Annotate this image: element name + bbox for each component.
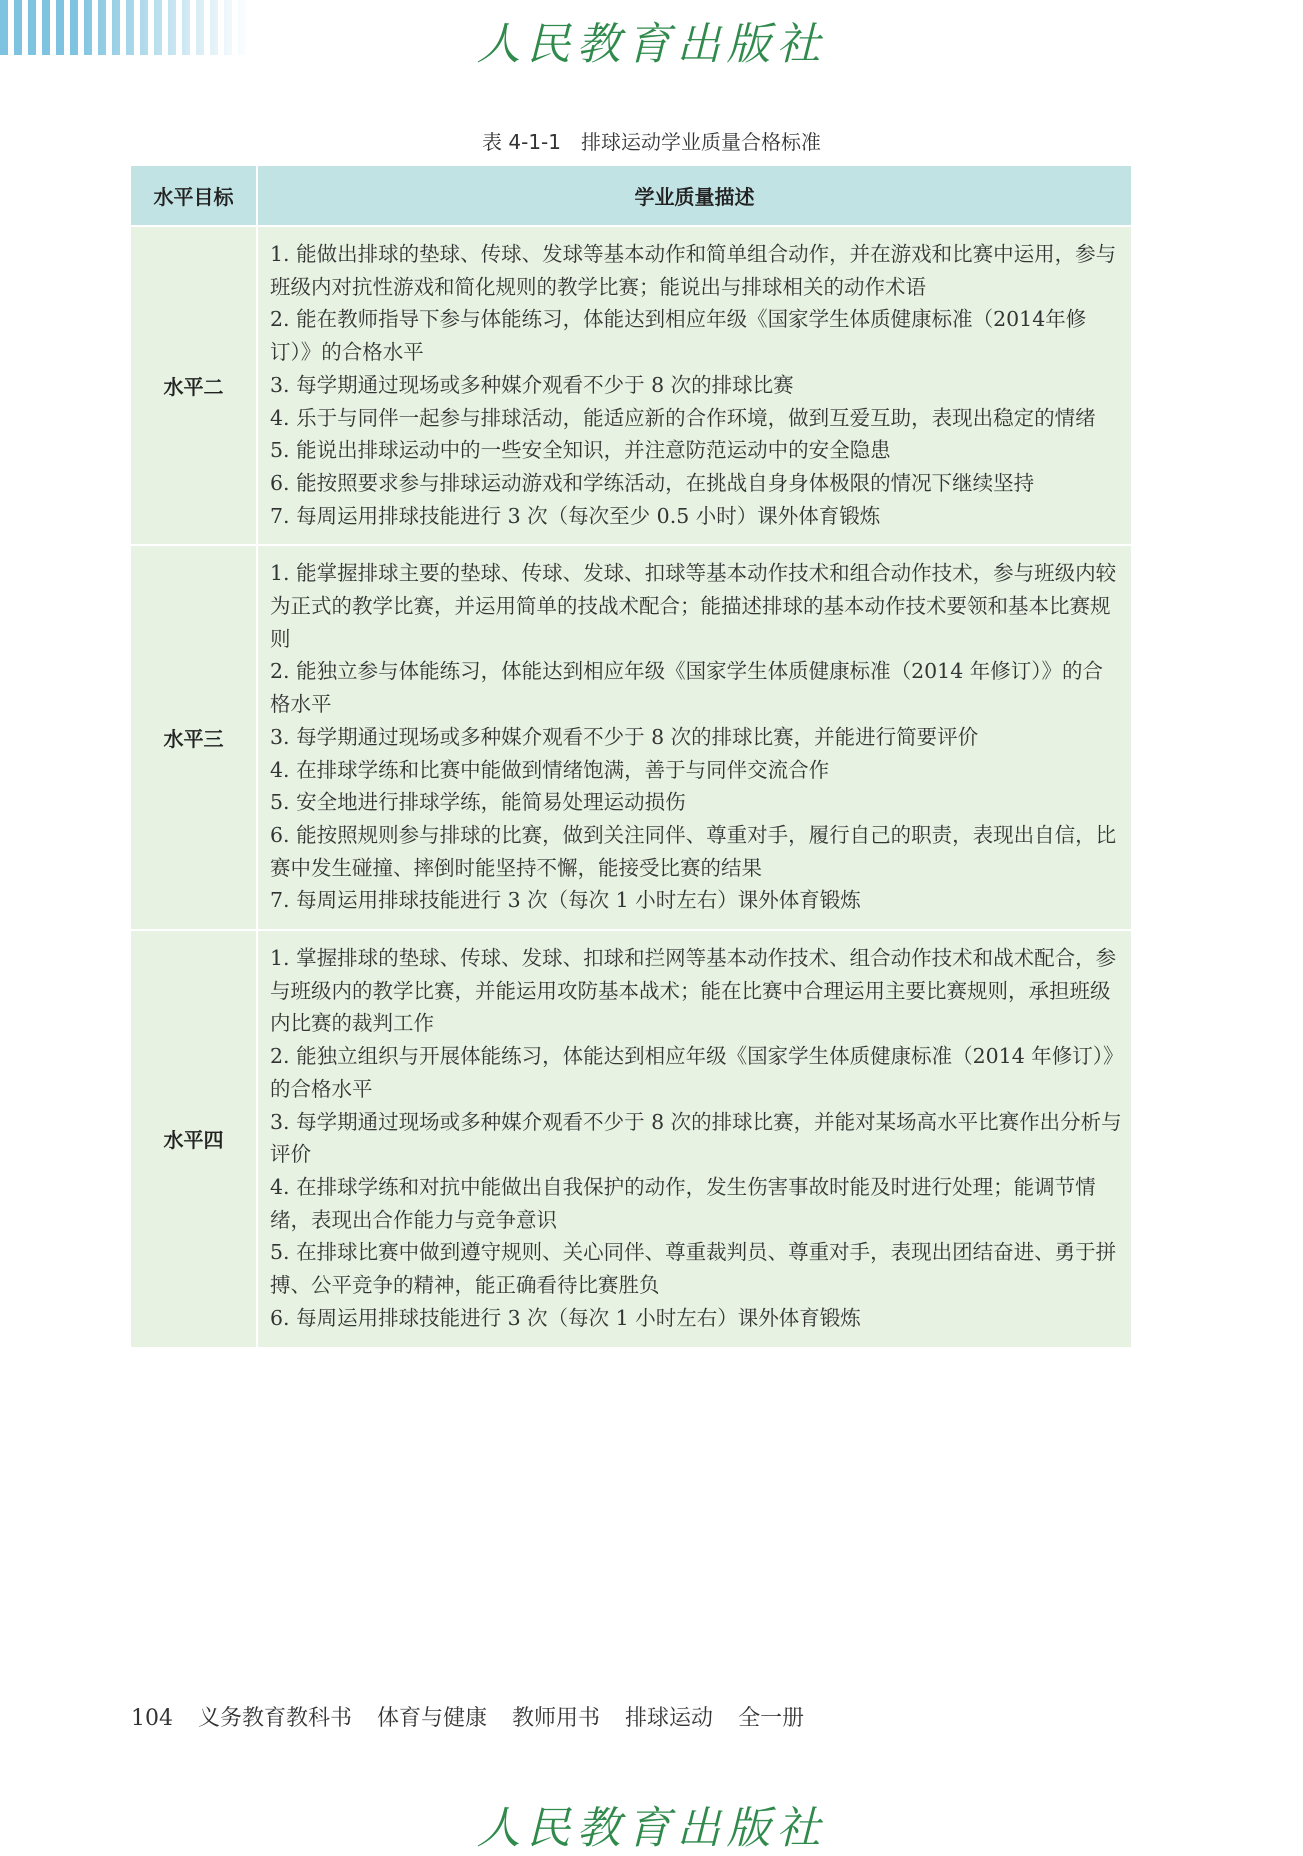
description-item: 2. 能在教师指导下参与体能练习，体能达到相应年级《国家学生体质健康标准（2014年修订）》的合格水平: [270, 307, 1087, 365]
publisher-logo: 人民教育出版社: [476, 19, 827, 70]
quality-standard-table: [131, 166, 1133, 1349]
description-item: 7. 每周运用排球技能进行 3 次（每次 1 小时左右）课外体育锻炼: [270, 888, 861, 913]
level-cell: 水平二: [131, 226, 257, 545]
table-row: [131, 226, 1132, 545]
description-item: 2. 能独立参与体能练习，体能达到相应年级《国家学生体质健康标准（2014 年修订）》的合格水平: [270, 659, 1104, 717]
publisher-logo: 人民教育出版社: [476, 1803, 827, 1854]
description-item: 1. 掌握排球的垫球、传球、发球、扣球和拦网等基本动作技术、组合动作技术和战术配合，参与班级内的教学比赛，并能运用攻防基本战术；能在比赛中合理运用主要比赛规则，承担班级内比赛的裁判工作: [270, 946, 1117, 1036]
description-item: 5. 能说出排球运动中的一些安全知识，并注意防范运动中的安全隐患: [270, 438, 891, 463]
description-item: 6. 能按照要求参与排球运动游戏和学练活动，在挑战自身身体极限的情况下继续坚持: [270, 470, 1035, 495]
footer-book-type: 教师用书: [512, 1706, 601, 1731]
description-item: 6. 每周运用排球技能进行 3 次（每次 1 小时左右）课外体育锻炼: [270, 1305, 861, 1330]
footer-volume: 全一册: [738, 1706, 805, 1731]
description-item: 3. 每学期通过现场或多种媒介观看不少于 8 次的排球比赛: [270, 372, 794, 397]
footer-series: 义务教育教科书: [198, 1706, 353, 1731]
description-item: 5. 安全地进行排球学练，能简易处理运动损伤: [270, 790, 686, 815]
description-item: 6. 能按照规则参与排球的比赛，做到关注同伴、尊重对手，履行自己的职责，表现出自信，比赛中发生碰撞、摔倒时能坚持不懈，能接受比赛的结果: [270, 822, 1117, 880]
table-caption: 表 4-1-1 排球运动学业质量合格标准: [482, 130, 821, 154]
description-item: 3. 每学期通过现场或多种媒介观看不少于 8 次的排球比赛，并能对某场高水平比赛作出分析与评价: [270, 1109, 1122, 1167]
column-header-level: 水平目标: [131, 166, 257, 226]
description-item: 1. 能做出排球的垫球、传球、发球等基本动作和简单组合动作，并在游戏和比赛中运用，参与班级内对抗性游戏和简化规则的教学比赛；能说出与排球相关的动作术语: [270, 242, 1117, 299]
description-item: 4. 在排球学练和对抗中能做出自我保护的动作，发生伤害事故时能及时进行处理；能调节情绪，表现出合作能力与竞争意识: [270, 1174, 1096, 1232]
description-item: 3. 每学期通过现场或多种媒介观看不少于 8 次的排球比赛，并能进行简要评价: [270, 724, 979, 749]
description-cell: [257, 930, 1132, 1347]
column-header-description: 学业质量描述: [257, 166, 1132, 226]
footer-topic: 排球运动: [625, 1706, 714, 1731]
level-cell: 水平三: [131, 545, 257, 930]
description-cell: [257, 226, 1132, 545]
page-footer: [131, 1701, 822, 1732]
description-item: 4. 乐于与同伴一起参与排球活动，能适应新的合作环境，做到互爱互助，表现出稳定的情绪: [270, 405, 1096, 430]
table-row: [131, 930, 1132, 1347]
description-item: 4. 在排球学练和比赛中能做到情绪饱满，善于与同伴交流合作: [270, 757, 830, 782]
description-item: 5. 在排球比赛中做到遵守规则、关心同伴、尊重裁判员、尊重对手，表现出团结奋进、勇于拼搏、公平竞争的精神，能正确看待比赛胜负: [270, 1240, 1117, 1298]
description-item: 1. 能掌握排球主要的垫球、传球、发球、扣球等基本动作技术和组合动作技术，参与班级内较为正式的教学比赛，并运用简单的技战术配合；能描述排球的基本动作技术要领和基本比赛规则: [270, 561, 1117, 651]
footer-subject: 体育与健康: [377, 1706, 488, 1731]
page-number: 104: [131, 1706, 173, 1731]
description-cell: [257, 545, 1132, 930]
description-item: 2. 能独立组织与开展体能练习，体能达到相应年级《国家学生体质健康标准（2014 年修订）》的合格水平: [270, 1044, 1114, 1101]
table-header-row: [131, 166, 1132, 226]
description-item: 7. 每周运用排球技能进行 3 次（每次至少 0.5 小时）课外体育锻炼: [270, 503, 881, 528]
level-cell: 水平四: [131, 930, 257, 1347]
table-row: [131, 545, 1132, 930]
